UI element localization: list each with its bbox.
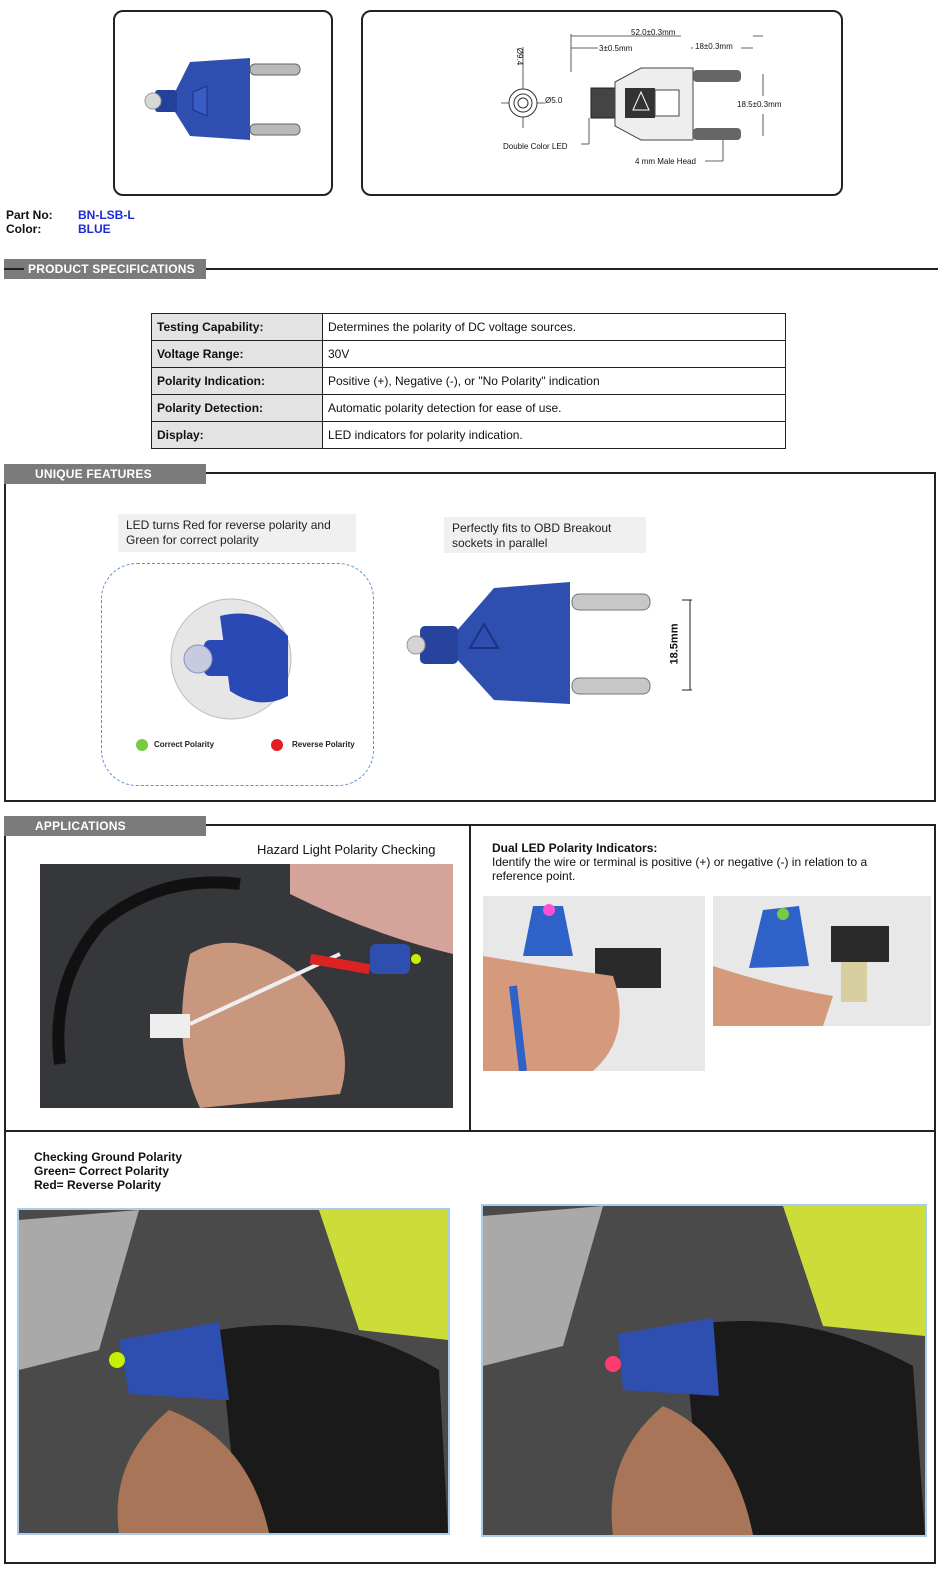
specs-divider-left (4, 268, 24, 270)
dim-head: 3±0.5mm (599, 44, 633, 53)
obd-dimension-label: 18.5mm (668, 623, 681, 665)
dual-led-title: Dual LED Polarity Indicators: (492, 841, 658, 855)
spec-value: Automatic polarity detection for ease of use. (323, 395, 786, 422)
correct-polarity-dot (136, 739, 148, 751)
label-pins: 4 mm Male Head (635, 157, 696, 166)
hazard-title: Hazard Light Polarity Checking (257, 842, 436, 857)
reverse-polarity-dot (271, 739, 283, 751)
ground-line-3: Red= Reverse Polarity (34, 1178, 162, 1192)
applications-hdivider (4, 1130, 936, 1132)
features-header: UNIQUE FEATURES (4, 464, 206, 484)
spec-key: Polarity Detection: (152, 395, 323, 422)
spec-key: Polarity Indication: (152, 368, 323, 395)
spec-value: Positive (+), Negative (-), or "No Polarity" indication (323, 368, 786, 395)
legend-reverse-label: Reverse Polarity (292, 740, 355, 749)
ground-photo-reverse (481, 1204, 927, 1537)
ground-line-1: Checking Ground Polarity (34, 1150, 183, 1164)
color-row (6, 222, 206, 236)
applications-vdivider (469, 824, 471, 1132)
dim-led-inner: Ø5.0 (545, 96, 563, 105)
part-no-value: BN-LSB-L (78, 208, 135, 222)
feature-callout-obd: Perfectly fits to OBD Breakout sockets in parallel (444, 517, 646, 553)
dim-spacing: 18.5±0.3mm (737, 100, 782, 109)
spec-value: LED indicators for polarity indication. (323, 422, 786, 449)
hazard-photo (40, 864, 453, 1108)
hazard-photo-illustration (40, 864, 453, 1108)
specs-header: PRODUCT SPECIFICATIONS (4, 259, 206, 279)
color-label: Color: (6, 222, 42, 236)
feature-callout-led: LED turns Red for reverse polarity and Green for correct polarity (118, 514, 356, 552)
dim-pins: 18±0.3mm (695, 42, 733, 51)
table-row (152, 314, 786, 341)
table-row (152, 341, 786, 368)
product-illustration (115, 12, 331, 194)
part-no-label: Part No: (6, 208, 53, 222)
dual-led-photo-magenta (483, 896, 705, 1071)
color-value: BLUE (78, 222, 111, 236)
legend-correct-label: Correct Polarity (154, 740, 215, 749)
dual-led-photo-green (713, 896, 931, 1026)
dim-total: 52.0±0.3mm (631, 28, 676, 37)
spec-key: Testing Capability: (152, 314, 323, 341)
dual-led-photo-magenta-illustration (483, 896, 705, 1071)
ground-photo-correct (17, 1208, 450, 1535)
table-row (152, 368, 786, 395)
spec-value: 30V (323, 341, 786, 368)
table-row (152, 395, 786, 422)
dim-led-diameter: Ø9.4 (515, 47, 525, 66)
applications-header: APPLICATIONS (4, 816, 206, 836)
spec-key: Display: (152, 422, 323, 449)
product-image-frame (113, 10, 333, 196)
specs-divider (206, 268, 938, 270)
led-closeup-illustration (170, 596, 292, 722)
dual-led-text: Identify the wire or terminal is positive (+) or negative (-) in relation to a reference point. (492, 855, 868, 883)
ground-photo-correct-illustration (19, 1210, 448, 1533)
spec-key: Voltage Range: (152, 341, 323, 368)
table-row (152, 422, 786, 449)
ground-photo-reverse-illustration (483, 1206, 925, 1535)
ground-line-2: Green= Correct Polarity (34, 1164, 170, 1178)
label-led: Double Color LED (503, 142, 568, 151)
technical-drawing-frame (361, 10, 843, 196)
dual-led-photo-green-illustration (713, 896, 931, 1026)
product-side-illustration (404, 580, 694, 710)
spec-value: Determines the polarity of DC voltage sources. (323, 314, 786, 341)
specs-table (151, 313, 786, 449)
part-no-row (6, 208, 206, 222)
